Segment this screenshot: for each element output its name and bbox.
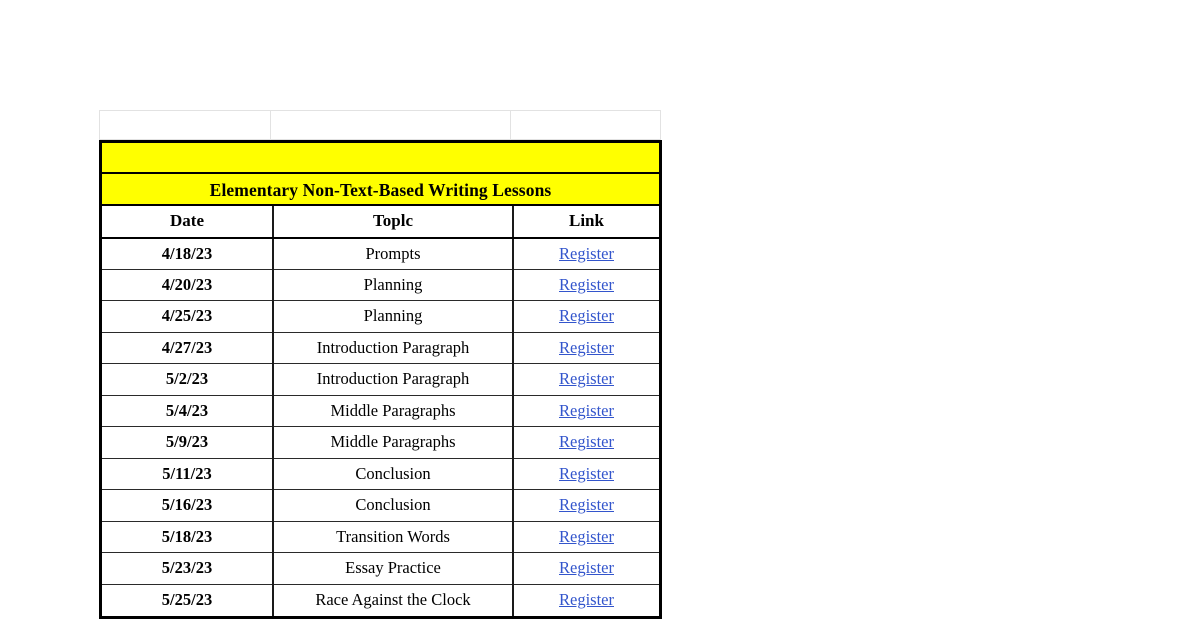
grid-cell-a[interactable] [100,111,271,140]
cell-topic: Middle Paragraphs [273,395,513,427]
register-link[interactable]: Register [559,243,614,263]
cell-link [513,553,659,585]
table-row [102,490,659,522]
cell-date: 5/18/23 [102,521,273,553]
cell-topic: Introduction Paragraph [273,332,513,364]
cell-topic: Middle Paragraphs [273,427,513,459]
cell-link [513,395,659,427]
grid-cell-c[interactable] [511,111,661,140]
cell-topic: Conclusion [273,458,513,490]
cell-topic: Essay Practice [273,553,513,585]
spreadsheet-empty-grid-row [99,110,661,140]
cell-topic: Introduction Paragraph [273,364,513,396]
cell-link [513,269,659,301]
cell-topic: Planning [273,301,513,333]
cell-link [513,458,659,490]
cell-topic: Conclusion [273,490,513,522]
table-body [102,238,659,616]
register-link[interactable]: Register [559,463,614,483]
table-row [102,301,659,333]
cell-link [513,301,659,333]
cell-date: 5/2/23 [102,364,273,396]
cell-date: 5/16/23 [102,490,273,522]
banner-spacer-row [102,143,659,174]
cell-topic: Prompts [273,238,513,270]
cell-link [513,238,659,270]
grid-cell-b[interactable] [271,111,511,140]
cell-date: 5/4/23 [102,395,273,427]
register-link[interactable]: Register [559,274,614,294]
register-link[interactable]: Register [559,558,614,578]
cell-date: 5/23/23 [102,553,273,585]
column-header-topic: Toplc [273,206,513,238]
column-header-link: Link [513,206,659,238]
table-row [102,584,659,616]
register-link[interactable]: Register [559,495,614,515]
register-link[interactable]: Register [559,526,614,546]
table-head [102,206,659,238]
cell-link [513,584,659,616]
table-row [102,458,659,490]
cell-date: 4/18/23 [102,238,273,270]
cell-topic: Transition Words [273,521,513,553]
table-row [102,521,659,553]
cell-link [513,332,659,364]
register-link[interactable]: Register [559,590,614,609]
table-row [102,395,659,427]
table-row [102,553,659,585]
register-link[interactable]: Register [559,369,614,389]
lessons-table-block [99,140,662,619]
table-title: Elementary Non-Text-Based Writing Lessons [102,174,659,206]
column-header-date: Date [102,206,273,238]
table-row [102,364,659,396]
cell-topic: Race Against the Clock [273,584,513,616]
cell-link [513,364,659,396]
table-row [102,238,659,270]
cell-date: 5/11/23 [102,458,273,490]
register-link[interactable]: Register [559,306,614,326]
lessons-table [102,206,659,616]
table-header-row [102,206,659,238]
register-link[interactable]: Register [559,337,614,357]
register-link[interactable]: Register [559,400,614,420]
cell-date: 5/25/23 [102,584,273,616]
cell-date: 5/9/23 [102,427,273,459]
table-row [102,427,659,459]
cell-date: 4/27/23 [102,332,273,364]
register-link[interactable]: Register [559,432,614,452]
table-row [102,332,659,364]
table-row [102,269,659,301]
cell-link [513,490,659,522]
cell-date: 4/20/23 [102,269,273,301]
cell-topic: Planning [273,269,513,301]
cell-link [513,427,659,459]
cell-date: 4/25/23 [102,301,273,333]
cell-link [513,521,659,553]
